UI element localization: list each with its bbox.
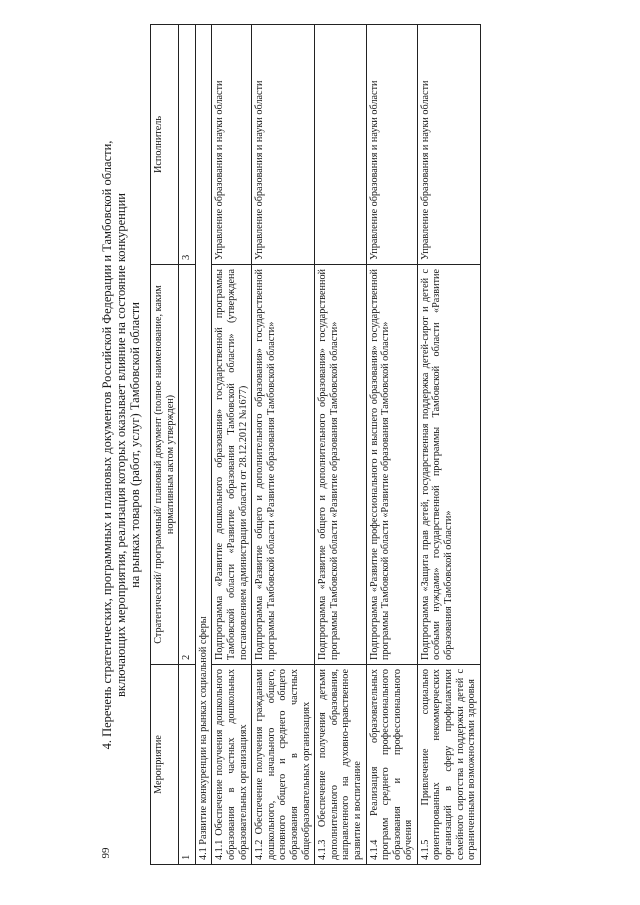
heading-line-1: 4. Перечень стратегических, программных и плановых документов Российской Федерации и Тамбовской области, bbox=[100, 140, 114, 750]
table-row bbox=[212, 25, 252, 865]
document-cell: Подпрограмма «Развитие общего и дополнительного образования» государственной программы Тамбовской области «Развитие образования Тамбовской области» bbox=[315, 265, 366, 665]
header-measure: Мероприятие bbox=[151, 665, 179, 865]
column-number: 1 bbox=[179, 665, 196, 865]
documents-table bbox=[150, 24, 481, 865]
document-cell: Подпрограмма «Развитие дошкольного образования» государственной программы Тамбовской области «Развитие образования Тамбовской области» (утверждена постановлением администрации области от 28.12.2012 №1677) bbox=[212, 265, 252, 665]
executor-cell: Управление образования и науки области bbox=[366, 25, 417, 265]
column-number-row bbox=[179, 25, 196, 865]
measure-cell: 4.1.5 Привлечение социально ориентированных некоммерческих организаций в сферу профилактики семейного сиротства и поддержки детей с ограниченными возможностями здоровья bbox=[417, 665, 480, 865]
measure-cell: 4.1.4 Реализация образовательных программ среднего профессионального образования и профессионального обучения bbox=[366, 665, 417, 865]
column-number: 2 bbox=[179, 265, 196, 665]
document-heading bbox=[100, 25, 142, 865]
measure-cell: 4.1.2 Обеспечение получения гражданами дошкольного, начального общего, основного общего и среднего общего образования в частных общеобразовательных организациях bbox=[252, 665, 315, 865]
document-cell: Подпрограмма «Развитие общего и дополнительного образования» государственной программы Тамбовской области «Развитие образования Тамбовской области» bbox=[252, 265, 315, 665]
header-document: Стратегический/ программный/ плановый документ (полное наименование, каким нормативным актом утвержден) bbox=[151, 265, 179, 665]
section-row bbox=[195, 25, 212, 865]
heading-line-2: включающих мероприятия, реализация которых оказывает влияние на состояние конкуренции bbox=[114, 193, 128, 697]
table-row bbox=[366, 25, 417, 865]
column-number: 3 bbox=[179, 25, 196, 265]
executor-cell: Управление образования и науки области bbox=[212, 25, 252, 265]
rotated-page-content bbox=[100, 25, 540, 865]
executor-cell: Управление образования и науки области bbox=[252, 25, 315, 265]
executor-cell: Управление образования и науки области bbox=[417, 25, 480, 265]
executor-cell bbox=[315, 25, 366, 265]
measure-cell: 4.1.1 Обеспечение получения дошкольного образования в частных дошкольных образовательных организациях bbox=[212, 665, 252, 865]
table-row bbox=[315, 25, 366, 865]
table-row bbox=[417, 25, 480, 865]
section-title: 4.1 Развитие конкуренции на рынках социальной сферы bbox=[195, 25, 212, 865]
header-executor: Исполнитель bbox=[151, 25, 179, 265]
document-cell: Подпрограмма «Защита прав детей, государственная поддержка детей-сирот и детей с особыми нуждами» государственной программы Тамбовской области «Развитие образования Тамбовской области» bbox=[417, 265, 480, 665]
measure-cell: 4.1.3 Обеспечение получения детьми дополнительного образования, направленного на духовно-нравственное развитие и воспитание bbox=[315, 665, 366, 865]
table-row bbox=[252, 25, 315, 865]
heading-line-3: на рынках товаров (работ, услуг) Тамбовской области bbox=[128, 302, 142, 588]
document-cell: Подпрограмма «Развитие профессионального и высшего образования» государственной программы Тамбовской области «Развитие образования Тамбовской области» bbox=[366, 265, 417, 665]
page-number: 99 bbox=[100, 847, 112, 859]
table-header-row bbox=[151, 25, 179, 865]
